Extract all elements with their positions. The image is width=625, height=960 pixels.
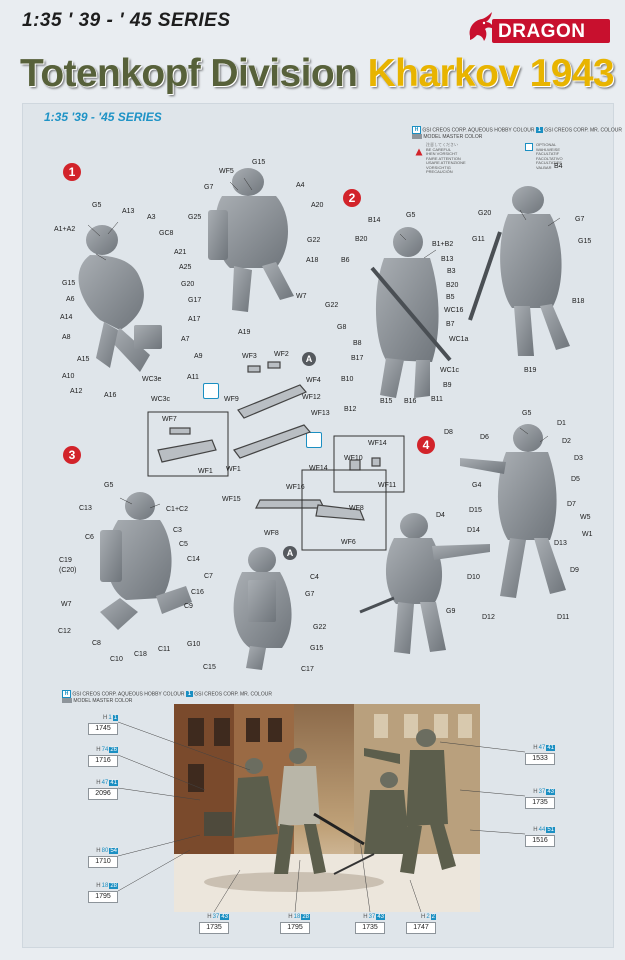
paint-callout: H 44 51 1516 <box>525 825 555 847</box>
model-master-chip <box>62 698 72 703</box>
part-label: B15 <box>380 398 393 405</box>
part-label: G22 <box>313 624 327 631</box>
model-master-code: 1735 <box>525 797 555 809</box>
step-1-badge: 1 <box>63 163 81 181</box>
model-master-code: 1716 <box>88 755 118 767</box>
part-label: C5 <box>179 541 188 548</box>
part-label: B12 <box>344 406 357 413</box>
part-label: D3 <box>574 455 583 462</box>
part-label: D6 <box>480 434 489 441</box>
step-2-badge: 2 <box>343 189 361 207</box>
part-label: G5 <box>406 212 416 219</box>
figure-2a <box>372 227 450 398</box>
part-label: B19 <box>524 367 537 374</box>
brand-name: DRAGON <box>498 21 586 42</box>
part-label: G22 <box>325 302 339 309</box>
legend-model-master: MODEL MASTER COLOR <box>423 134 483 140</box>
part-label: G10 <box>187 641 201 648</box>
part-label: W1 <box>582 531 593 538</box>
part-label: A3 <box>147 214 156 221</box>
part-label: G7 <box>305 591 315 598</box>
part-label: C11 <box>158 646 171 653</box>
part-label: D13 <box>554 540 567 547</box>
part-label: C3 <box>173 527 182 534</box>
step-3-badge: 3 <box>63 446 81 464</box>
part-label: G22 <box>307 237 321 244</box>
step-4-badge: 4 <box>417 436 435 454</box>
part-label: D12 <box>482 614 495 621</box>
mr-color-chip: 1 <box>536 127 543 133</box>
part-label: D9 <box>570 567 579 574</box>
part-label: A9 <box>194 353 203 360</box>
part-label: G20 <box>478 210 492 217</box>
part-label: G5 <box>92 202 102 209</box>
part-label: A4 <box>296 182 305 189</box>
figure-1a <box>79 225 162 372</box>
part-label: A1+A2 <box>54 226 76 233</box>
part-label: G15 <box>62 280 76 287</box>
title-kharkov: Kharkov 1943 <box>367 52 615 95</box>
part-label: A19 <box>238 329 251 336</box>
hobby-color-chip: H <box>62 690 71 698</box>
part-label: A12 <box>70 388 83 395</box>
part-label: G5 <box>522 410 532 417</box>
legend-model-master: MODEL MASTER COLOR <box>73 698 133 704</box>
legend-aqueous: GSI CREOS CORP. AQUEOUS HOBBY COLOUR <box>422 127 535 134</box>
part-label: WF12 <box>302 394 321 401</box>
part-label: A21 <box>174 249 187 256</box>
part-label: G5 <box>104 482 114 489</box>
part-label: B3 <box>447 268 456 275</box>
part-label: A20 <box>311 202 324 209</box>
legend-mr-color: GSI CREOS CORP. MR. COLOUR <box>544 127 622 134</box>
part-label: C14 <box>187 556 200 563</box>
model-master-code: 1516 <box>525 835 555 847</box>
part-label: C10 <box>110 656 123 663</box>
paint-callout: H 37 43 1735 <box>525 787 555 809</box>
box-art-painting <box>174 704 480 912</box>
part-label: A25 <box>179 264 192 271</box>
model-master-code: 1735 <box>355 922 385 934</box>
part-label: WC1a <box>449 336 469 343</box>
model-master-code: 2096 <box>88 788 118 800</box>
part-label: C8 <box>92 640 101 647</box>
part-label: G15 <box>578 238 592 245</box>
part-label: WF14 <box>309 465 328 472</box>
paint-callout: H 47 41 1533 <box>525 743 555 765</box>
paint-callout: H 47 41 2096 <box>88 778 118 800</box>
part-label: WC3e <box>142 376 162 383</box>
part-label: G25 <box>188 214 202 221</box>
part-label: G11 <box>472 236 485 243</box>
part-label: WF2 <box>274 351 289 358</box>
model-master-code: 1795 <box>280 922 310 934</box>
part-label: G17 <box>188 297 202 304</box>
part-label: G8 <box>337 324 347 331</box>
part-label: A17 <box>188 316 201 323</box>
part-label: B6 <box>341 257 350 264</box>
part-label: WF8 <box>349 505 364 512</box>
box-art-scene <box>174 704 480 912</box>
part-label: WF1 <box>198 468 213 475</box>
part-label: WF9 <box>224 396 239 403</box>
legend-aqueous: GSI CREOS CORP. AQUEOUS HOBBY COLOUR <box>72 691 185 698</box>
part-label: WF4 <box>306 377 321 384</box>
part-label: WF7 <box>162 416 177 423</box>
part-label: WC16 <box>444 307 464 314</box>
caution-text: 注意してください BE CAREFUL IHEN VORSICHT FAIRE ATTENTION USARE ATTENZIONE VORSICHTIG PRECAUCIÓN <box>426 142 466 174</box>
part-label: B17 <box>351 355 364 362</box>
sub-assembly-a-marker: A <box>302 352 316 366</box>
part-label: C19 <box>59 557 72 564</box>
part-label: A8 <box>62 334 71 341</box>
part-label: WF15 <box>222 496 241 503</box>
part-label: WC1c <box>440 367 460 374</box>
part-label: D4 <box>436 512 445 519</box>
paint-callout: H 74 26 1716 <box>88 745 118 767</box>
part-label: GC8 <box>159 230 174 237</box>
part-label: B8 <box>353 340 362 347</box>
part-label: G7 <box>575 216 585 223</box>
part-label: A13 <box>122 208 135 215</box>
part-label: WF13 <box>311 410 330 417</box>
series-label: 1:35 ' 39 - ' 45 SERIES <box>22 10 231 31</box>
legend-mr-color: GSI CREOS CORP. MR. COLOUR <box>194 691 272 698</box>
part-label: WF6 <box>341 539 356 546</box>
part-label: A7 <box>181 336 190 343</box>
part-label: B4 <box>554 163 563 170</box>
part-label: C16 <box>191 589 204 596</box>
part-label: B20 <box>355 236 368 243</box>
part-label: B20 <box>446 282 459 289</box>
paint-callout: H 1 1 1745 <box>88 713 118 735</box>
part-label: B11 <box>431 396 443 403</box>
part-label: G9 <box>446 608 456 615</box>
part-label: C15 <box>203 664 216 671</box>
part-label: D15 <box>469 507 482 514</box>
part-label: WF10 <box>344 455 363 462</box>
part-label: W7 <box>296 293 307 300</box>
part-label: B10 <box>341 376 354 383</box>
part-label: C17 <box>301 666 314 673</box>
mr-color-chip: 1 <box>186 691 193 697</box>
model-master-code: 1795 <box>88 891 118 903</box>
part-label: WC3c <box>151 396 171 403</box>
part-label: G7 <box>204 184 214 191</box>
paint-callout: H 2 2 1747 <box>406 912 436 934</box>
part-label: C6 <box>85 534 94 541</box>
paint-callout: H 18 28 1795 <box>280 912 310 934</box>
weapon-parts <box>158 362 380 520</box>
paint-callout: H 80 54 1710 <box>88 846 118 868</box>
part-label: W7 <box>61 601 72 608</box>
model-master-code: 1735 <box>199 922 229 934</box>
part-label: C7 <box>204 573 213 580</box>
part-label: D7 <box>567 501 576 508</box>
paint-callout: H 18 28 1795 <box>88 881 118 903</box>
part-label: WF11 <box>378 482 397 489</box>
figure-1b <box>208 168 294 312</box>
part-label: B16 <box>404 398 417 405</box>
part-label: B14 <box>368 217 381 224</box>
part-label: B1+B2 <box>432 241 454 248</box>
part-label: WF3 <box>242 353 257 360</box>
hobby-color-chip: H <box>412 126 421 134</box>
optional-text: OPTIONAL WAHLWEISE FACULTATIF FACOLTATIVO FACULTATIEF VALBAR <box>536 142 563 170</box>
part-label: B9 <box>443 382 452 389</box>
part-label: W5 <box>580 514 591 521</box>
part-label: A16 <box>104 392 117 399</box>
part-label: A10 <box>62 373 75 380</box>
part-label: G20 <box>181 281 195 288</box>
part-label: (C20) <box>59 567 77 574</box>
figure-3b <box>234 547 292 670</box>
part-label: WF14 <box>368 440 387 447</box>
part-label: A14 <box>60 314 73 321</box>
part-label: B13 <box>441 256 454 263</box>
model-master-code: 1710 <box>88 856 118 868</box>
part-label: A6 <box>66 296 75 303</box>
part-label: D8 <box>444 429 453 436</box>
part-label: WF8 <box>264 530 279 537</box>
part-label: WF16 <box>286 484 305 491</box>
part-label: D1 <box>557 420 566 427</box>
part-label: B18 <box>572 298 585 305</box>
part-label: C9 <box>184 603 193 610</box>
part-label: C18 <box>134 651 147 658</box>
part-label: D14 <box>467 527 480 534</box>
part-label: C13 <box>79 505 92 512</box>
paint-callout: H 37 43 1735 <box>199 912 229 934</box>
model-master-code: 1747 <box>406 922 436 934</box>
part-label: C4 <box>310 574 319 581</box>
part-label: D10 <box>467 574 480 581</box>
part-label: A11 <box>187 374 199 381</box>
model-master-code: 1745 <box>88 723 118 735</box>
paint-callout: H 37 43 1735 <box>355 912 385 934</box>
model-master-code: 1533 <box>525 753 555 765</box>
part-label: WF1 <box>226 466 241 473</box>
part-label: D11 <box>557 614 570 621</box>
part-label: A15 <box>77 356 90 363</box>
part-label: C12 <box>58 628 71 635</box>
part-label: A18 <box>306 257 319 264</box>
series-sublabel: 1:35 '39 - '45 SERIES <box>44 110 162 124</box>
title-division: Totenkopf Division <box>20 52 358 95</box>
part-label: B5 <box>446 294 455 301</box>
part-label: B7 <box>446 321 455 328</box>
part-label: G4 <box>472 482 482 489</box>
part-label: WF5 <box>219 168 234 175</box>
part-label: C1+C2 <box>166 506 188 513</box>
part-label: D5 <box>571 476 580 483</box>
part-label: D2 <box>562 438 571 445</box>
part-label: G15 <box>252 159 266 166</box>
sub-assembly-a-marker: A <box>283 546 297 560</box>
part-label: G15 <box>310 645 324 652</box>
